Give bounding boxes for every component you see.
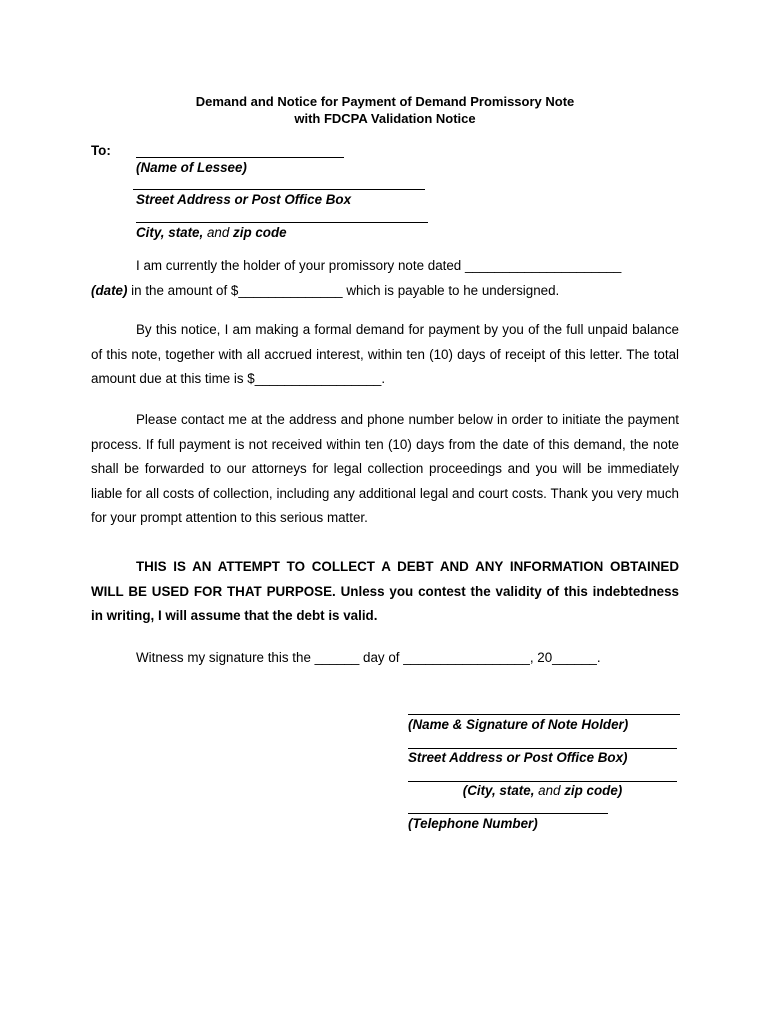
date-label: (date) <box>91 283 128 298</box>
holder-city-label <box>408 783 677 798</box>
signature-line <box>408 714 680 715</box>
holder-phone-label: (Telephone Number) <box>408 816 538 831</box>
to-label: To: <box>91 143 111 158</box>
lessee-street-label: Street Address or Post Office Box <box>136 192 352 207</box>
holder-line-1: I am currently the holder of your promissory note dated _____________________ <box>136 258 622 273</box>
holder-and-text: and <box>538 783 561 798</box>
holder-line-2-rest: in the amount of $______________ which is payable to he undersigned. <box>127 283 560 298</box>
fdcpa-text: THIS IS AN ATTEMPT TO COLLECT A DEBT AND ANY INFORMATION OBTAINED WILL BE USED FOR THAT PURPOSE. Unless you contest the validity of this indebtedness in writing, I will assume that the debt is valid. <box>91 559 679 624</box>
holder-city-line <box>408 781 677 782</box>
witness-line: Witness my signature this the ______ day of _________________, 20______. <box>136 650 601 665</box>
holder-city-state-text: (City, state, <box>462 783 535 798</box>
lessee-city-label <box>136 225 287 240</box>
city-state-text: City, state, <box>136 225 204 240</box>
note-holder-name-label: (Name & Signature of Note Holder) <box>408 717 629 732</box>
document-title-line1: Demand and Notice for Payment of Demand Promissory Note <box>195 94 575 109</box>
demand-paragraph <box>91 318 679 392</box>
lessee-name-line <box>136 157 344 158</box>
holder-line-2 <box>91 283 559 298</box>
contact-paragraph <box>91 408 679 531</box>
holder-street-line <box>408 748 677 749</box>
zip-code-text: zip code <box>233 225 287 240</box>
fdcpa-paragraph <box>91 555 679 629</box>
demand-text: By this notice, I am making a formal demand for payment by you of the full unpaid balance of this note, together with all accrued interest, within ten (10) days of receipt of this letter. The total amount due at this time is $_________________. <box>91 322 679 387</box>
holder-zip-text: zip code) <box>564 783 623 798</box>
lessee-street-line <box>133 189 425 190</box>
and-text: and <box>206 225 230 240</box>
document-title-line2: with FDCPA Validation Notice <box>294 111 476 126</box>
lessee-city-line <box>136 222 428 223</box>
lessee-name-label: (Name of Lessee) <box>136 160 247 175</box>
contact-text: Please contact me at the address and phone number below in order to initiate the payment process. If full payment is not received within ten (10) days from the date of this demand, the note shall be forwarded to our attorneys for legal collection proceedings and you will be immediately liable for all costs of collection, including any additional legal and court costs. Thank you very much for your prompt attention to this serious matter. <box>91 412 679 526</box>
holder-street-label: Street Address or Post Office Box) <box>408 750 628 765</box>
holder-phone-line <box>408 813 608 814</box>
